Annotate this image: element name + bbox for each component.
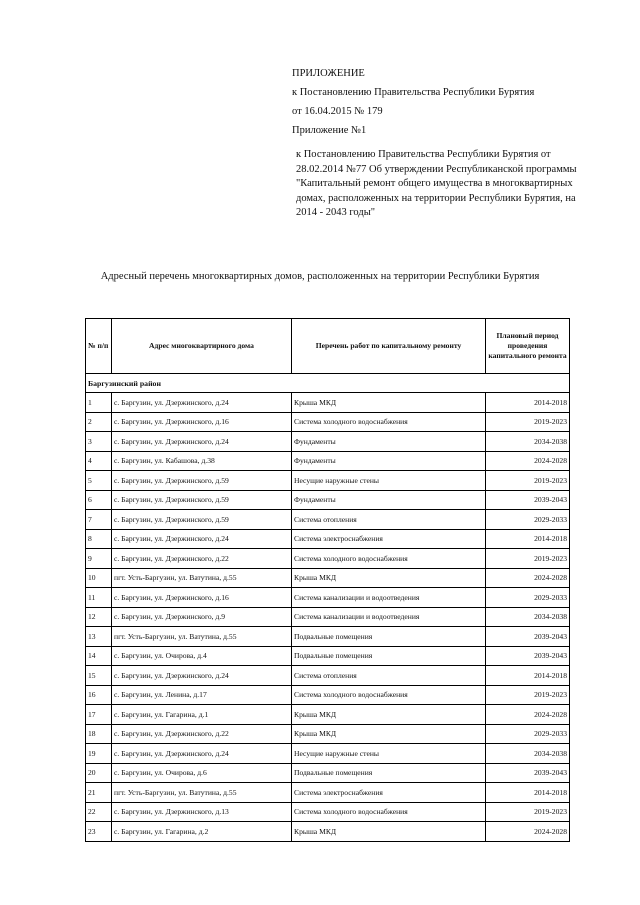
- table-row: [86, 588, 570, 608]
- table-row: [86, 685, 570, 705]
- row-period: 2014-2018: [486, 666, 570, 686]
- row-number: 21: [86, 783, 112, 803]
- row-period: 2034-2038: [486, 432, 570, 452]
- row-address: с. Баргузин, ул. Дзержинского, д.22: [112, 549, 292, 569]
- row-work: Система холодного водоснабжения: [292, 549, 486, 569]
- row-period: 2029-2033: [486, 724, 570, 744]
- row-number: 2: [86, 412, 112, 432]
- row-work: Система электроснабжения: [292, 529, 486, 549]
- resolution-reference: к Постановлению Правительства Республики Бурятия: [292, 87, 535, 98]
- table-row: [86, 490, 570, 510]
- row-number: 6: [86, 490, 112, 510]
- table-row: [86, 627, 570, 647]
- row-number: 3: [86, 432, 112, 452]
- row-number: 12: [86, 607, 112, 627]
- table-row: [86, 705, 570, 725]
- table-row: [86, 549, 570, 569]
- table-row: [86, 724, 570, 744]
- row-work: Подвальные помещения: [292, 627, 486, 647]
- table-header-row: [86, 319, 570, 374]
- table-row: [86, 783, 570, 803]
- row-work: Фундаменты: [292, 432, 486, 452]
- row-work: Подвальные помещения: [292, 763, 486, 783]
- row-address: с. Баргузин, ул. Дзержинского, д.24: [112, 393, 292, 413]
- table-row: [86, 607, 570, 627]
- row-work: Несущие наружные стены: [292, 744, 486, 764]
- section-title: Баргузинский район: [86, 374, 570, 393]
- row-number: 9: [86, 549, 112, 569]
- row-period: 2029-2033: [486, 510, 570, 530]
- row-work: Система канализации и водоотведения: [292, 607, 486, 627]
- row-number: 4: [86, 451, 112, 471]
- row-address: пгт. Усть-Баргузин, ул. Ватутина, д.55: [112, 568, 292, 588]
- table-row: [86, 568, 570, 588]
- table-row: [86, 432, 570, 452]
- row-address: с. Баргузин, ул. Дзержинского, д.16: [112, 588, 292, 608]
- row-period: 2034-2038: [486, 607, 570, 627]
- row-period: 2029-2033: [486, 588, 570, 608]
- row-number: 10: [86, 568, 112, 588]
- row-number: 13: [86, 627, 112, 647]
- table-row: [86, 529, 570, 549]
- row-address: с. Баргузин, ул. Дзержинского, д.24: [112, 744, 292, 764]
- row-work: Крыша МКД: [292, 724, 486, 744]
- row-address: пгт. Усть-Баргузин, ул. Ватутина, д.55: [112, 627, 292, 647]
- row-address: с. Баргузин, ул. Дзержинского, д.59: [112, 490, 292, 510]
- row-work: Крыша МКД: [292, 568, 486, 588]
- row-work: Несущие наружные стены: [292, 471, 486, 491]
- section-row: [86, 374, 570, 393]
- row-address: с. Баргузин, ул. Дзержинского, д.59: [112, 471, 292, 491]
- row-number: 18: [86, 724, 112, 744]
- row-work: Система холодного водоснабжения: [292, 412, 486, 432]
- table-row: [86, 412, 570, 432]
- row-number: 1: [86, 393, 112, 413]
- row-period: 2014-2018: [486, 529, 570, 549]
- row-period: 2039-2043: [486, 627, 570, 647]
- table-row: [86, 822, 570, 842]
- row-work: Фундаменты: [292, 490, 486, 510]
- row-address: с. Баргузин, ул. Дзержинского, д.24: [112, 666, 292, 686]
- row-address: с. Баргузин, ул. Дзержинского, д.9: [112, 607, 292, 627]
- table-row: [86, 471, 570, 491]
- row-work: Фундаменты: [292, 451, 486, 471]
- row-address: с. Баргузин, ул. Очирова, д.6: [112, 763, 292, 783]
- row-number: 20: [86, 763, 112, 783]
- row-period: 2039-2043: [486, 763, 570, 783]
- row-number: 22: [86, 802, 112, 822]
- header-address: Адрес многоквартирного дома: [112, 319, 292, 374]
- row-period: 2024-2028: [486, 568, 570, 588]
- row-address: с. Баргузин, ул. Дзержинского, д.16: [112, 412, 292, 432]
- row-address: с. Баргузин, ул. Дзержинского, д.59: [112, 510, 292, 530]
- row-work: Подвальные помещения: [292, 646, 486, 666]
- row-period: 2014-2018: [486, 393, 570, 413]
- row-period: 2019-2023: [486, 412, 570, 432]
- row-address: с. Баргузин, ул. Дзержинского, д.24: [112, 529, 292, 549]
- table-row: [86, 393, 570, 413]
- row-address: с. Баргузин, ул. Ленина, д.17: [112, 685, 292, 705]
- table-row: [86, 451, 570, 471]
- table-row: [86, 666, 570, 686]
- row-number: 19: [86, 744, 112, 764]
- row-work: Система отопления: [292, 510, 486, 530]
- table-row: [86, 744, 570, 764]
- row-address: пгт. Усть-Баргузин, ул. Ватутина, д.55: [112, 783, 292, 803]
- row-period: 2019-2023: [486, 471, 570, 491]
- row-number: 5: [86, 471, 112, 491]
- row-period: 2014-2018: [486, 783, 570, 803]
- row-period: 2024-2028: [486, 451, 570, 471]
- row-period: 2019-2023: [486, 685, 570, 705]
- resolution-date-number: от 16.04.2015 № 179: [292, 106, 383, 117]
- row-work: Крыша МКД: [292, 705, 486, 725]
- header-num: № п/п: [86, 319, 112, 374]
- row-work: Система отопления: [292, 666, 486, 686]
- row-address: с. Баргузин, ул. Дзержинского, д.13: [112, 802, 292, 822]
- row-work: Система канализации и водоотведения: [292, 588, 486, 608]
- appendix-number: Приложение №1: [292, 125, 367, 136]
- row-period: 2019-2023: [486, 549, 570, 569]
- header-works: Перечень работ по капитальному ремонту: [292, 319, 486, 374]
- row-address: с. Баргузин, ул. Кабашова, д.38: [112, 451, 292, 471]
- row-number: 16: [86, 685, 112, 705]
- address-list-table: [85, 318, 570, 842]
- row-period: 2034-2038: [486, 744, 570, 764]
- row-period: 2024-2028: [486, 705, 570, 725]
- table-row: [86, 510, 570, 530]
- row-period: 2024-2028: [486, 822, 570, 842]
- row-number: 11: [86, 588, 112, 608]
- table-row: [86, 763, 570, 783]
- row-address: с. Баргузин, ул. Дзержинского, д.22: [112, 724, 292, 744]
- row-period: 2019-2023: [486, 802, 570, 822]
- row-work: Крыша МКД: [292, 393, 486, 413]
- row-address: с. Баргузин, ул. Дзержинского, д.24: [112, 432, 292, 452]
- row-work: Система холодного водоснабжения: [292, 802, 486, 822]
- row-address: с. Баргузин, ул. Гагарина, д.2: [112, 822, 292, 842]
- row-number: 14: [86, 646, 112, 666]
- row-period: 2039-2043: [486, 646, 570, 666]
- row-number: 8: [86, 529, 112, 549]
- row-address: с. Баргузин, ул. Очирова, д.4: [112, 646, 292, 666]
- appendix-title: ПРИЛОЖЕНИЕ: [292, 68, 365, 79]
- row-period: 2039-2043: [486, 490, 570, 510]
- row-address: с. Баргузин, ул. Гагарина, д.1: [112, 705, 292, 725]
- row-number: 15: [86, 666, 112, 686]
- row-work: Крыша МКД: [292, 822, 486, 842]
- row-number: 23: [86, 822, 112, 842]
- table-row: [86, 802, 570, 822]
- program-description: к Постановлению Правительства Республики Бурятия от 28.02.2014 №77 Об утверждении Республиканской программы "Капитальный ремонт общего имущества в многоквартирных домах, расположенных на территории Республики Бурятия, на 2014 - 2043 годы": [296, 149, 577, 218]
- appendix-header: [292, 64, 592, 221]
- header-period: Плановый период проведения капитального ремонта: [486, 319, 570, 374]
- row-number: 17: [86, 705, 112, 725]
- row-number: 7: [86, 510, 112, 530]
- document-title: Адресный перечень многоквартирных домов, расположенных на территории Республики Бурятия: [100, 271, 540, 282]
- table-row: [86, 646, 570, 666]
- row-work: Система электроснабжения: [292, 783, 486, 803]
- row-work: Система холодного водоснабжения: [292, 685, 486, 705]
